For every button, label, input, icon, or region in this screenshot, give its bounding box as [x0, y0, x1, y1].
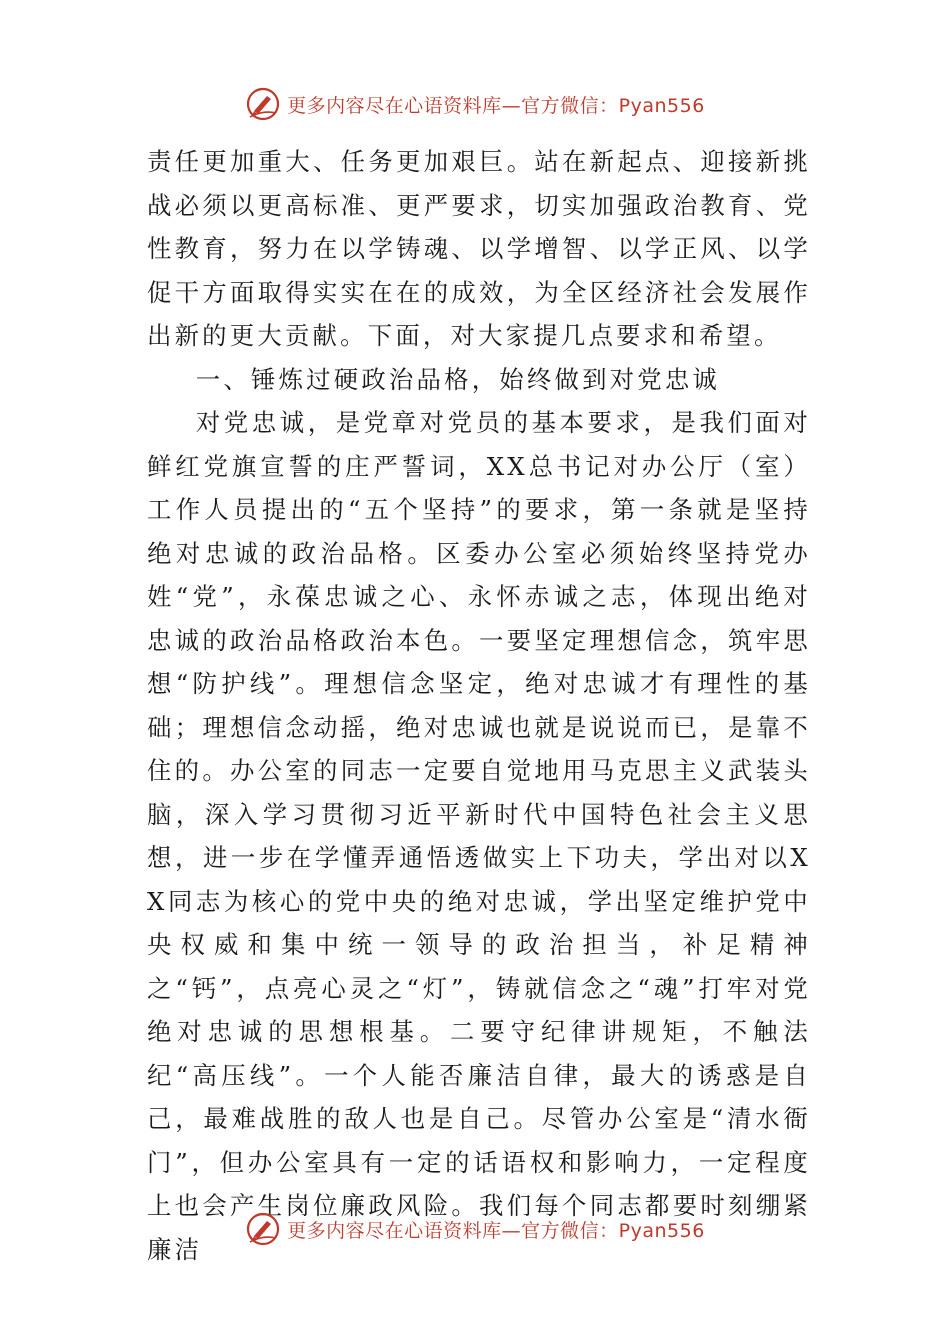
pen-logo-icon: [245, 1211, 281, 1247]
watermark-text: 更多内容尽在心语资料库—官方微信：Pyan556: [287, 94, 705, 117]
document-body: [147, 140, 811, 1271]
section-heading: 一、锤炼过硬政治品格，始终做到对党忠诚: [195, 364, 721, 394]
paragraph-body: 对党忠诚，是党章对党员的基本要求，是我们面对鲜红党旗宣誓的庄严誓词，XX总书记对办公厅（室）工作人员提出的“五个坚持”的要求，第一条就是坚持绝对忠诚的政治品格。区委办公室必须始终坚持党办姓“党”，永葆忠诚之心、永怀赤诚之志，体现出绝对忠诚的政治品格政治本色。一要坚定理想信念，筑牢思想“防护线”。理想信念坚定，绝对忠诚才有理性的基础；理想信念动摇，绝对忠诚也就是说说而已，是靠不住的。办公室的同志一定要自觉地用马克思主义武装头脑，深入学习贯彻习近平新时代中国特色社会主义思想，进一步在学懂弄通悟透做实上下功夫，学出对以XX同志为核心的党中央的绝对忠诚，学出坚定维护党中央权威和集中统一领导的政治担当，补足精神之“钙”，点亮心灵之“灯”，铸就信念之“魂”打牢对党绝对忠诚的思想根基。二要守纪律讲规矩，不触法纪“高压线”。一个人能否廉洁自律，最大的诱惑是自己，最难战胜的敌人也是自己。尽管办公室是“清水衙门”，但办公室具有一定的话语权和影响力，一定程度上也会产生岗位廉政风险。我们每个同志都要时刻绷紧廉洁: [147, 408, 811, 1264]
pen-logo-icon: [245, 86, 281, 122]
watermark-banner-bottom: [0, 1207, 950, 1251]
watermark-banner-top: [0, 82, 950, 126]
paragraph-continuation: 责任更加重大、任务更加艰巨。站在新起点、迎接新挑战必须以更高标准、更严要求，切实加强政治教育、党性教育，努力在以学铸魂、以学增智、以学正风、以学促干方面取得实实在在的成效，为全区经济社会发展作出新的更大贡献。下面，对大家提几点要求和希望。: [147, 147, 811, 350]
watermark-text: 更多内容尽在心语资料库—官方微信：Pyan556: [287, 1219, 705, 1242]
